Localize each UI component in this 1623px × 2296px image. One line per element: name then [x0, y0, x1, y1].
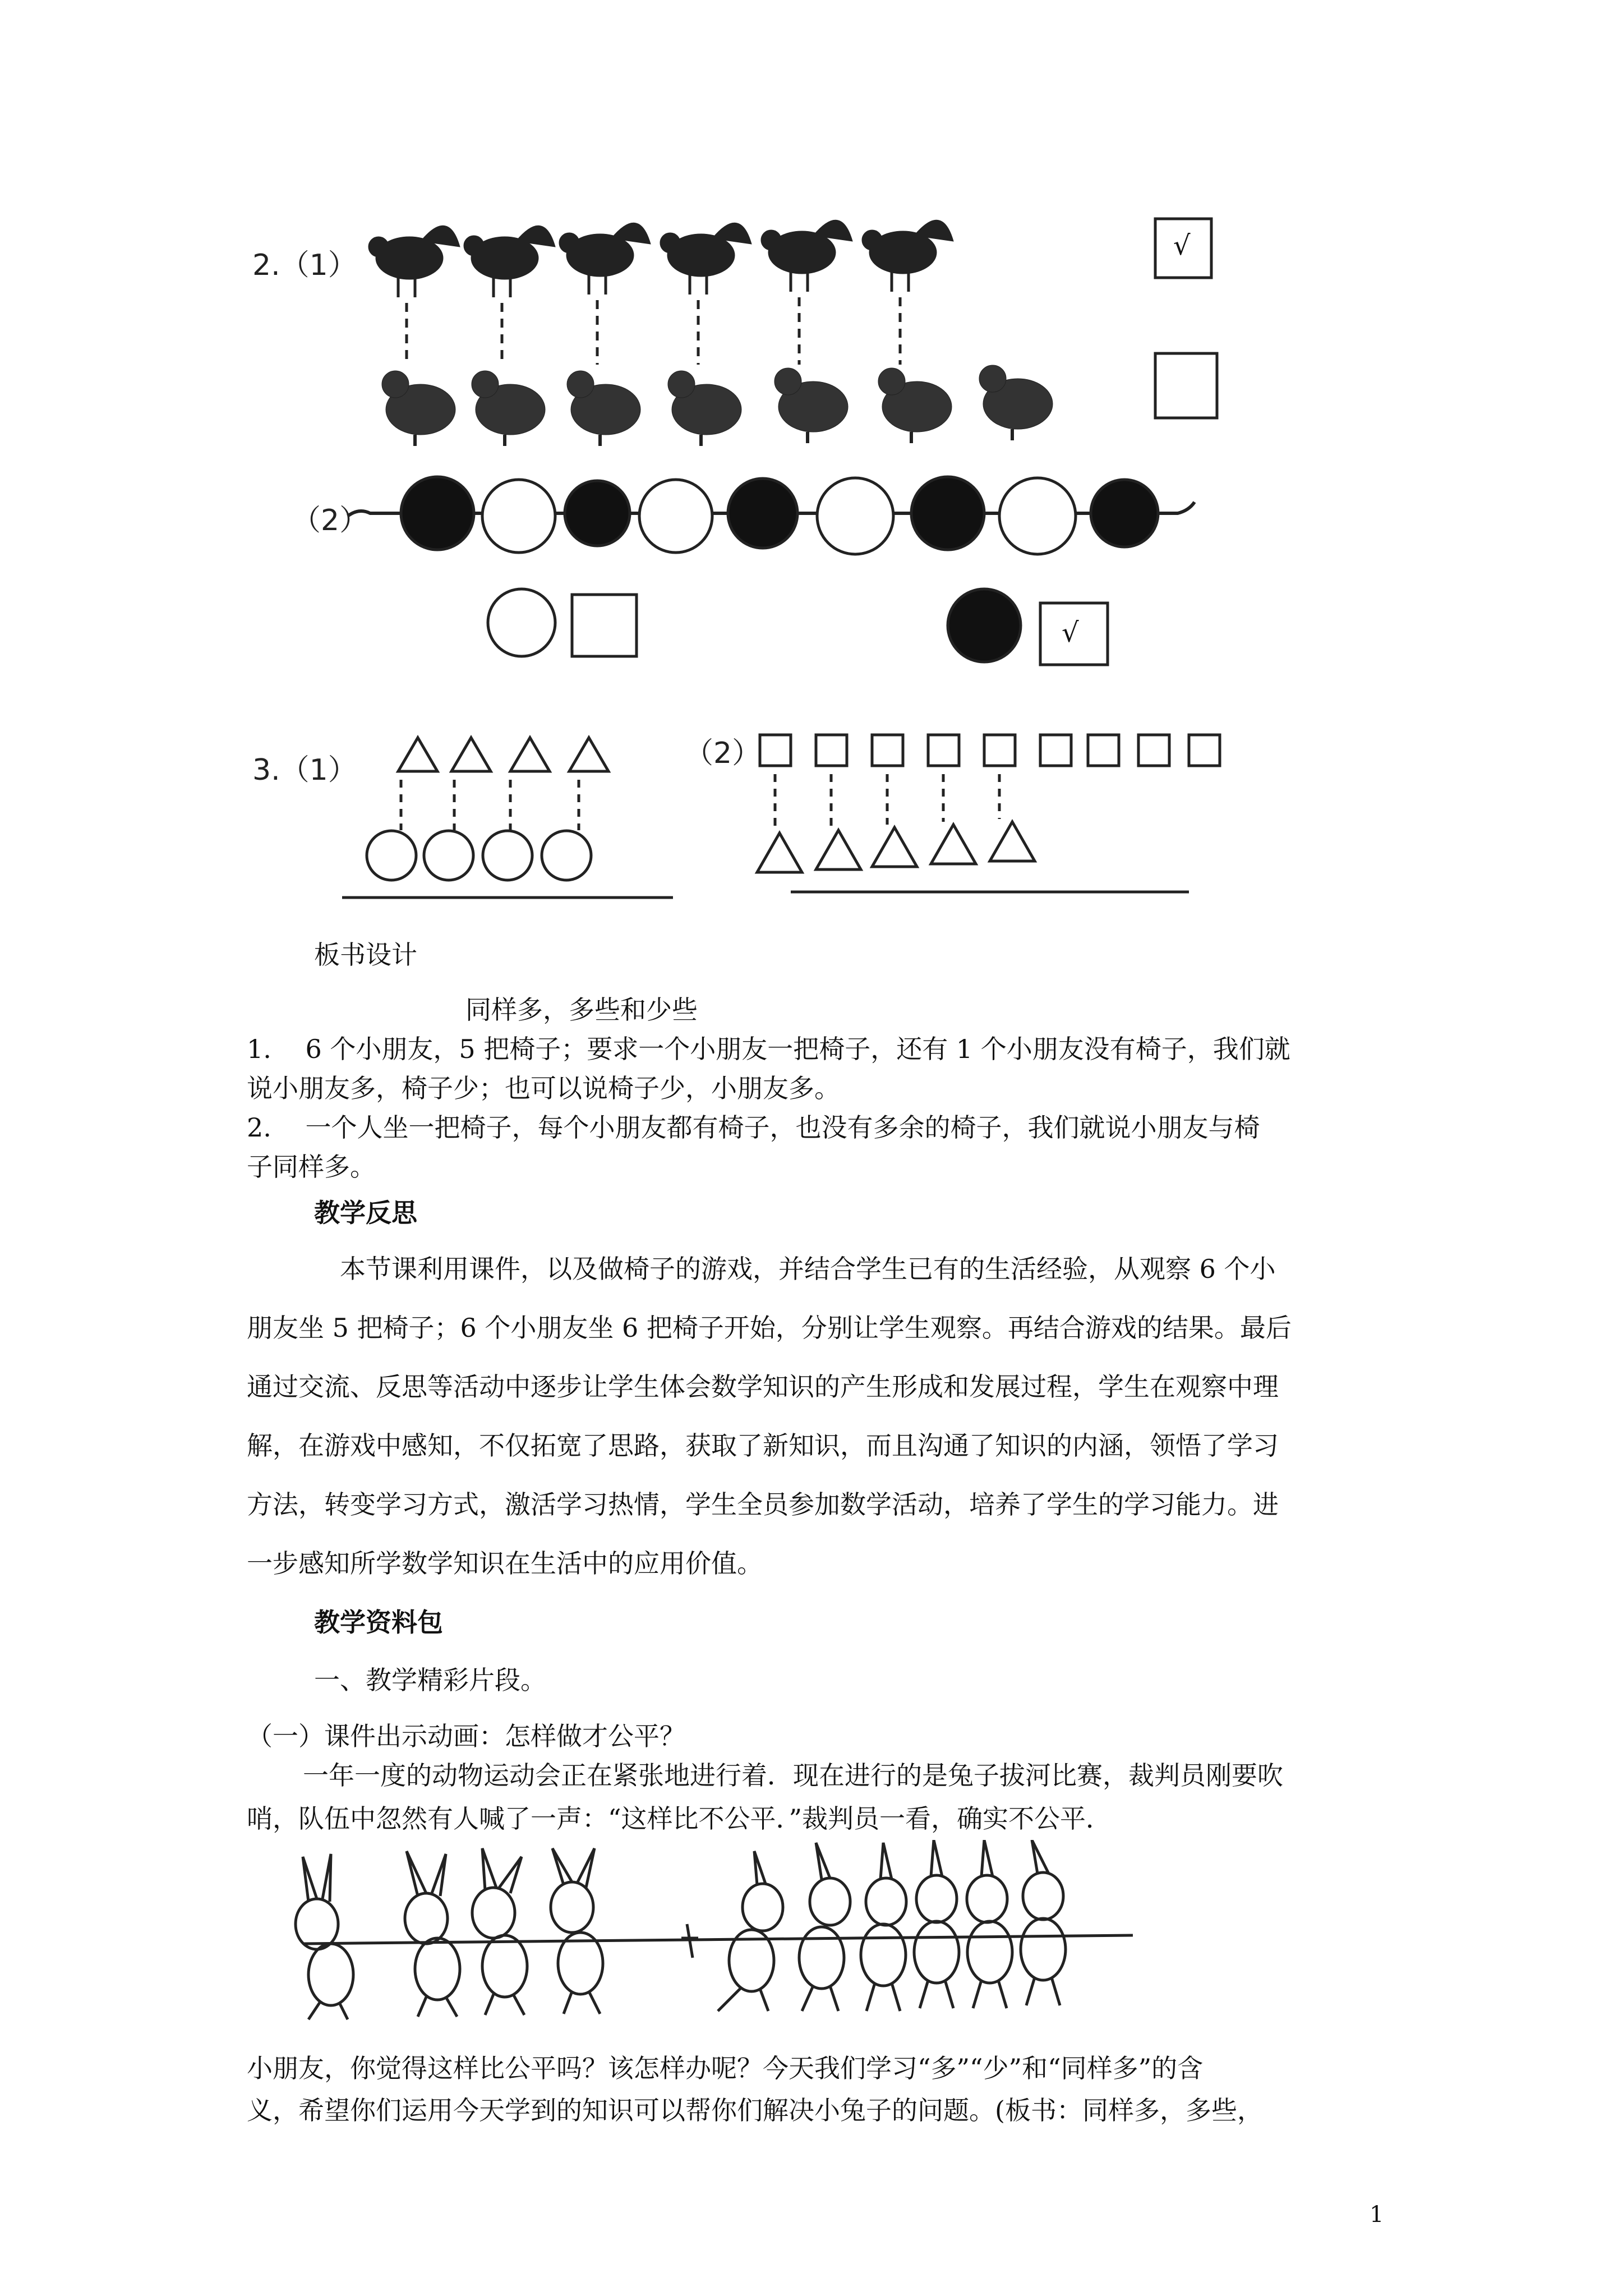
- duck-icon-4: [668, 371, 741, 446]
- square-icon: [1189, 735, 1220, 766]
- checkmark: √: [1173, 230, 1191, 261]
- white-bead: [482, 480, 555, 553]
- square-icon: [1040, 735, 1071, 766]
- square-icon: [984, 735, 1015, 766]
- triangle-icon: [451, 738, 491, 771]
- exercise-2-1-figure: [236, 185, 1245, 454]
- circle-icon: [367, 831, 416, 880]
- resources-para-1-line-2: 哨，队伍中忽然有人喊了一声：“这样比不公平．”裁判员一看，确实不公平．: [247, 1803, 1112, 1834]
- triangle-icon: [816, 830, 861, 869]
- duck-icon-1: [382, 371, 455, 446]
- black-bead: [1091, 480, 1158, 547]
- black-bead-option: [948, 589, 1021, 662]
- duck-icon-6: [878, 368, 952, 443]
- rabbit-icon: [914, 1840, 959, 2008]
- duck-icon-2: [472, 371, 545, 446]
- duck-icon-7: [979, 365, 1053, 440]
- page-number: 1: [1370, 2202, 1384, 2228]
- rabbit-icon: [967, 1840, 1012, 2008]
- exercise-3-figure: [236, 724, 1245, 914]
- black-bead: [728, 478, 797, 548]
- square-icon: [872, 735, 903, 766]
- bead-string-diagram: [280, 460, 1290, 696]
- rooster-icon-5: [761, 220, 852, 292]
- rooster-icon-4: [660, 223, 751, 295]
- exercise-3-1-label: 3.（1）: [252, 753, 357, 787]
- exercise-3-2-label: （2）: [684, 737, 762, 770]
- rabbit-icon: [472, 1848, 527, 2015]
- board-item-2-line-2: 子同样多。: [247, 1152, 376, 1182]
- white-bead: [817, 478, 893, 554]
- resources-para-2-line-2: 义，希望你们运用今天学到的知识可以帮你们解决小兔子的问题。(板书：同样多，多些，: [247, 2095, 1263, 2125]
- resources-para-2-line-1: 小朋友，你觉得这样比公平吗？该怎样办呢？今天我们学习“多”“少”和“同样多”的含: [247, 2053, 1204, 2083]
- black-bead: [401, 477, 474, 550]
- duck-icon-5: [774, 368, 848, 443]
- rooster-icon-1: [368, 226, 460, 297]
- board-item-1-line-2: 说小朋友多，椅子少；也可以说椅子少，小朋友多。: [247, 1073, 840, 1103]
- reflection-line: 本节课利用课件，以及做椅子的游戏，并结合学生已有的生活经验，从观察 6 个小: [314, 1254, 1276, 1284]
- reflection-line: 通过交流、反思等活动中逐步让学生体会数学知识的产生形成和发展过程，学生在观察中理: [247, 1372, 1279, 1402]
- triangle-icon: [510, 738, 550, 771]
- board-design-title: 同样多，多些和少些: [465, 995, 698, 1025]
- circle-icon: [424, 831, 473, 880]
- white-bead: [639, 480, 712, 553]
- black-bead: [911, 477, 984, 550]
- answer-box-empty: [572, 595, 637, 656]
- square-icon: [760, 735, 791, 766]
- reflection-line: 解，在游戏中感知，不仅拓宽了思路，获取了新知识，而且沟通了知识的内涵，领悟了学习: [247, 1430, 1279, 1461]
- circle-icon: [542, 831, 591, 880]
- rabbit-icon: [799, 1843, 850, 2011]
- triangle-icon: [990, 822, 1035, 861]
- rooster-icon-6: [862, 220, 953, 292]
- square-icon: [1088, 735, 1119, 766]
- answer-box-empty: [1155, 353, 1217, 418]
- board-item-2-line-1: 2. 一个人坐一把椅子，每个小朋友都有椅子，也没有多余的椅子，我们就说小朋友与椅: [247, 1112, 1260, 1143]
- white-bead-option: [488, 589, 555, 656]
- rabbit-icon: [861, 1843, 906, 2011]
- shape-matching-diagram: [236, 724, 1245, 914]
- square-icon: [816, 735, 847, 766]
- rabbit-icon: [1021, 1840, 1066, 2005]
- checkmark: √: [1062, 617, 1079, 648]
- triangle-icon: [931, 825, 976, 864]
- rabbit-icon: [551, 1848, 603, 2014]
- tug-of-war-drawing: [269, 1840, 1166, 2025]
- square-icon: [928, 735, 959, 766]
- triangle-icon: [872, 827, 917, 867]
- resources-section-1: 一、教学精彩片段。: [314, 1665, 546, 1695]
- board-item-1-line-1: 1. 6 个小朋友，5 把椅子；要求一个小朋友一把椅子，还有 1 个小朋友没有椅子，我们就: [247, 1034, 1290, 1064]
- rooster-icon-2: [464, 226, 555, 297]
- rabbit-tug-of-war-illustration: [269, 1840, 1166, 2025]
- reflection-line: 方法，转变学习方式，激活学习热情，学生全员参加数学活动，培养了学生的学习能力。进: [247, 1489, 1279, 1520]
- duck-icon-3: [567, 371, 640, 446]
- triangle-icon: [398, 738, 437, 771]
- exercise-2-1-label: 2.（1）: [252, 249, 357, 282]
- board-design-heading: 板书设计: [314, 940, 417, 970]
- circle-icon: [483, 831, 532, 880]
- resources-heading: 教学资料包: [314, 1607, 443, 1637]
- rabbit-icon: [405, 1851, 460, 2017]
- black-bead: [565, 481, 630, 546]
- resources-subsection-1: （一）课件出示动画：怎样做才公平？: [247, 1721, 685, 1751]
- reflection-heading: 教学反思: [314, 1198, 417, 1228]
- exercise-2-2-figure: [280, 460, 1290, 696]
- resources-para-1-line-1: 一年一度的动物运动会正在紧张地进行着．现在进行的是兔子拔河比赛，裁判员刚要吹: [303, 1760, 1283, 1791]
- exercise-2-2-label: （2）: [292, 504, 369, 537]
- white-bead: [999, 478, 1076, 554]
- triangle-icon: [569, 738, 608, 771]
- rabbit-icon: [296, 1854, 353, 2019]
- rabbit-icon: [718, 1851, 783, 2011]
- reflection-line: 一步感知所学数学知识在生活中的应用价值。: [247, 1548, 763, 1579]
- rooster-icon-3: [559, 223, 651, 295]
- triangle-icon: [757, 833, 802, 872]
- rooster-duck-matching-diagram: [236, 185, 1245, 454]
- square-icon: [1138, 735, 1169, 766]
- reflection-line: 朋友坐 5 把椅子；6 个小朋友坐 6 把椅子开始，分别让学生观察。再结合游戏的结果。最后: [247, 1313, 1292, 1343]
